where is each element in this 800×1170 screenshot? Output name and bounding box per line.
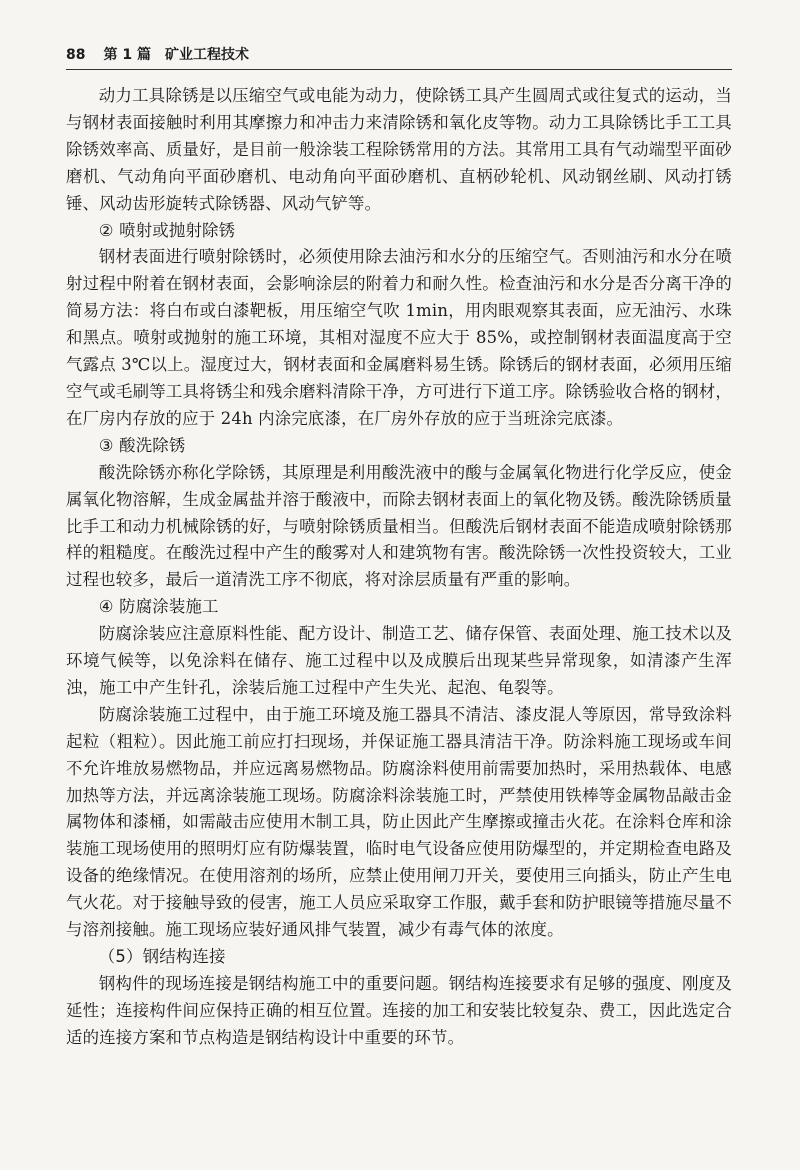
part-label: 第 1 篇 (103, 47, 151, 63)
page-number: 88 (66, 47, 86, 63)
paragraph: 酸洗除锈亦称化学除锈，其原理是利用酸洗液中的酸与金属氧化物进行化学反应，使金属氧化物溶解，生成金属盐并溶于酸液中，而除去钢材表面上的氧化物及锈。酸洗除锈质量比手工和动力机械除锈的好，与喷射除锈质量相当。但酸洗后钢材表面不能造成喷射除锈那样的粗糙度。在酸洗过程中产生的酸雾对人和建筑物有害。酸洗除锈一次性投资较大，工业过程也较多，最后一道清洗工序不彻底，将对涂层质量有严重的影响。 (66, 462, 732, 590)
running-header (66, 45, 732, 70)
paragraph: 钢材表面进行喷射除锈时，必须使用除去油污和水分的压缩空气。否则油污和水分在喷射过程中附着在钢材表面，会影响涂层的附着力和耐久性。检查油污和水分是否分离干净的简易方法：将白布或白漆靶板，用压缩空气吹 1min，用肉眼观察其表面，应无油污、水珠和黑点。喷射或抛射的施工环境，其相对湿度不应大于 85%，或控制钢材表面温度高于空气露点 3℃以上。湿度过大，钢材表面和金属磨料易生锈。除锈后的钢材表面，必须用压缩空气或毛刷等工具将锈尘和残余磨料清除干净，方可进行下道工序。除锈验收合格的钢材，在厂房内存放的应于 24h 内涂完底漆，在厂房外存放的应于当班涂完底漆。 (66, 247, 732, 428)
section-heading: （5）钢结构连接 (98, 947, 226, 966)
section-heading: ④ 防腐涂装施工 (98, 597, 219, 617)
section-heading: ③ 酸洗除锈 (98, 435, 186, 455)
paragraph: 防腐涂装应注意原料性能、配方设计、制造工艺、储存保管、表面处理、施工技术以及环境气候等，以免涂料在储存、施工过程中以及成膜后出现某些异常现象，如清漆产生浑浊，施工中产生针孔，涂装后施工过程中产生失光、起泡、龟裂等。 (66, 624, 732, 697)
body-text (66, 83, 732, 1052)
header-title: 矿业工程技术 (164, 47, 249, 63)
paragraph: 动力工具除锈是以压缩空气或电能为动力，使除锈工具产生圆周式或往复式的运动，当与钢材表面接触时利用其摩擦力和冲击力来清除锈和氧化皮等物。动力工具除锈比手工工具除锈效率高、质量好，是目前一般涂装工程除锈常用的方法。其常用工具有气动端型平面砂磨机、气动角向平面砂磨机、电动角向平面砂磨机、直柄砂轮机、风动钢丝刷、风动打锈锤、风动齿形旋转式除锈器、风动气铲等。 (66, 86, 732, 213)
paragraph: 防腐涂装施工过程中，由于施工环境及施工器具不清洁、漆皮混人等原因，常导致涂料起粒（粗粒）。因此施工前应打扫现场，并保证施工器具清洁干净。防涂料施工现场或车间不允许堆放易燃物品，并应远离易燃物品。防腐涂料使用前需要加热时，采用热载体、电感加热等方法，并远离涂装施工现场。防腐涂料涂装施工时，严禁使用铁棒等金属物品敲击金属物体和漆桶，如需敲击应使用木制工具，防止因此产生摩擦或撞击火花。在涂料仓库和涂装施工现场使用的照明灯应有防爆装置，临时电气设备应使用防爆型的，并定期检查电路及设备的绝缘情况。在使用溶剂的场所，应禁止使用闸刀开关，要使用三向插头，防止产生电气火花。对于接触导致的侵害，施工人员应采取穿工作服，戴手套和防护眼镜等措施尽量不与溶剂接触。施工现场应装好通风排气装置，减少有毒气体的浓度。 (66, 704, 732, 940)
section-heading: ② 喷射或抛射除锈 (98, 220, 236, 240)
paragraph: 钢构件的现场连接是钢结构施工中的重要问题。钢结构连接要求有足够的强度、刚度及延性；连接构件间应保持正确的相互位置。连接的加工和安装比较复杂、费工，因此选定合适的连接方案和节点构造是钢结构设计中重要的环节。 (66, 973, 732, 1047)
